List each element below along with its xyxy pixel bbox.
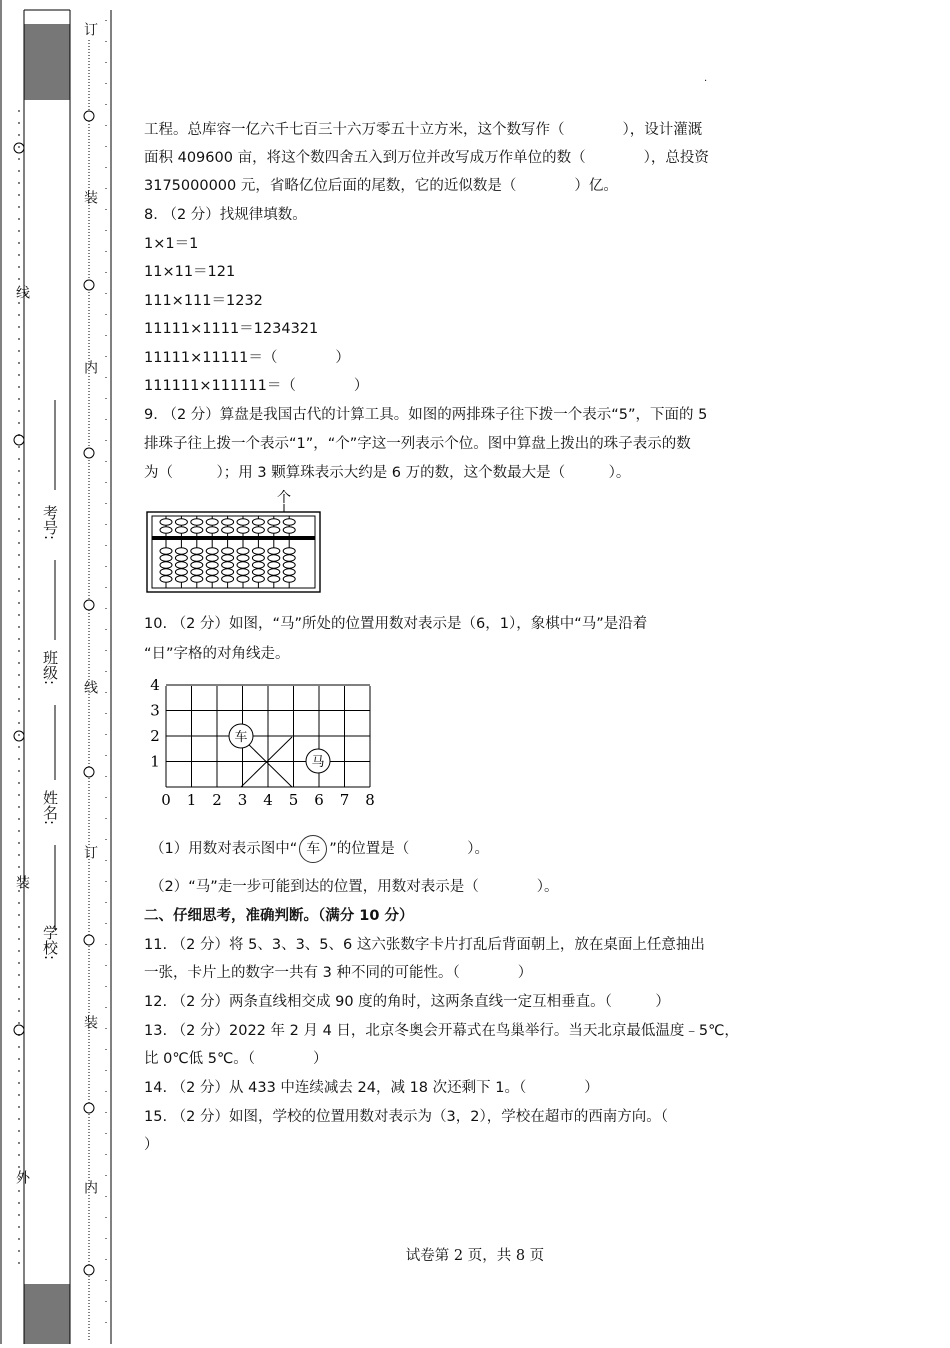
q9-line-3: 为（ ）；用 3 颗算珠表示大约是 6 万的数，这个数最大是（ ）。	[144, 465, 631, 481]
abacus-bead	[252, 555, 264, 561]
q12: 12. （2 分）两条直线相交成 90 度的角时，这两条直线一定互相垂直。（ ）	[144, 994, 670, 1010]
binding-mark: 装	[14, 875, 30, 889]
abacus-bead	[237, 519, 249, 525]
abacus-bead	[252, 569, 264, 575]
abacus-bead	[191, 548, 203, 554]
abacus-bead	[160, 555, 172, 561]
abacus-bead	[283, 548, 295, 554]
abacus-bead	[191, 555, 203, 561]
x-tick-label: 3	[237, 791, 248, 809]
binding-mark: 线	[14, 285, 30, 299]
q10-sub-2: （2）“马”走一步可能到达的位置，用数对表示是（ ）。	[150, 879, 559, 895]
abacus-bead	[237, 562, 249, 568]
abacus-bead	[160, 519, 172, 525]
q7-line-2: 面积 409600 亩，将这个数四舍五入到万位并改写成万作单位的数（ ），总投资	[144, 150, 709, 166]
x-tick-label: 6	[314, 791, 324, 809]
q10-sub-1-text-a: （1）用数对表示图中“	[150, 841, 298, 857]
school-label: 学校:	[41, 925, 59, 961]
che-piece-inline: 车	[299, 835, 327, 863]
abacus-bead	[160, 576, 172, 582]
q15-line-1: 15. （2 分）如图，学校的位置用数对表示为（3，2），学校在超市的西南方向。（	[144, 1109, 668, 1125]
abacus-bead	[160, 527, 172, 533]
q11-line-2: 一张，卡片上的数字一共有 3 种不同的可能性。（ ）	[144, 965, 533, 981]
abacus-bead	[175, 555, 187, 561]
abacus-bead	[191, 576, 203, 582]
x-tick-label: 2	[212, 791, 222, 809]
q8-eq-3: 111×111＝1232	[144, 293, 263, 309]
abacus-bead	[252, 576, 264, 582]
abacus-bead	[206, 569, 218, 575]
q8-eq-5: 11111×11111＝（ ）	[144, 350, 350, 366]
binding-mark: 内	[82, 1180, 98, 1194]
abacus-bead	[283, 555, 295, 561]
abacus-bead	[252, 548, 264, 554]
corner-dot: ·	[704, 76, 708, 87]
abacus-bead	[268, 555, 280, 561]
page-footer: 试卷第 2 页，共 8 页	[405, 1248, 545, 1264]
q10-sub-1-text-b: ”的位置是（ ）。	[329, 841, 490, 857]
abacus-bead	[268, 548, 280, 554]
abacus-bead	[175, 527, 187, 533]
abacus-bead	[222, 562, 234, 568]
abacus-bead	[222, 527, 234, 533]
abacus-bead	[175, 562, 187, 568]
q14: 14. （2 分）从 433 中连续减去 24，减 18 次还剩下 1。（ ）	[144, 1080, 599, 1096]
q8-eq-2: 11×11＝121	[144, 264, 236, 280]
abacus-bead	[268, 569, 280, 575]
abacus-bead	[175, 569, 187, 575]
abacus-bead	[283, 562, 295, 568]
ma-piece-label: 马	[311, 755, 325, 770]
abacus-bead	[222, 548, 234, 554]
y-tick-label: 4	[150, 676, 160, 694]
abacus-bead	[206, 527, 218, 533]
abacus-figure	[144, 488, 324, 596]
abacus-bead	[283, 519, 295, 525]
abacus-bead	[268, 576, 280, 582]
abacus-bead	[160, 569, 172, 575]
y-tick-label: 3	[150, 701, 160, 720]
chess-grid-figure	[144, 672, 384, 812]
binding-mark: 外	[14, 1170, 30, 1184]
binding-margin	[0, 0, 115, 1344]
abacus-bead	[268, 527, 280, 533]
x-tick-label: 8	[365, 791, 375, 809]
binding-mark: 内	[82, 360, 98, 374]
abacus-bead	[222, 555, 234, 561]
q15-line-2: ）	[144, 1137, 159, 1153]
binding-mark: 线	[82, 680, 98, 694]
abacus-bead	[191, 569, 203, 575]
section-2-heading: 二、仔细思考，准确判断。（满分 10 分）	[144, 908, 414, 924]
exam-number-label: 考号:	[41, 505, 59, 541]
abacus-bead	[222, 569, 234, 575]
abacus-bead	[237, 527, 249, 533]
abacus-bead	[206, 519, 218, 525]
class-label: 班级:	[41, 650, 59, 686]
abacus-bead	[268, 519, 280, 525]
q8-title: 8. （2 分）找规律填数。	[144, 207, 307, 223]
x-tick-label: 0	[161, 791, 171, 809]
ones-column-label: 个	[277, 490, 291, 506]
abacus-bead	[237, 555, 249, 561]
bottom-gray-block	[24, 1284, 70, 1344]
y-tick-label: 1	[150, 752, 160, 771]
binding-mark: 订	[82, 845, 98, 859]
binding-mark: 装	[82, 190, 98, 204]
abacus-bead	[160, 548, 172, 554]
top-gray-block	[24, 24, 70, 100]
q13-line-2: 比 0℃低 5℃。（ ）	[144, 1051, 328, 1067]
abacus-bead	[252, 519, 264, 525]
q10-line-2: “日”字格的对角线走。	[144, 646, 290, 662]
q7-line-1: 工程。总库容一亿六千七百三十六万零五十立方米，这个数写作（ ），设计灌溉	[144, 122, 703, 138]
abacus-bead	[283, 527, 295, 533]
abacus-bead	[222, 576, 234, 582]
q8-eq-6: 111111×111111＝（ ）	[144, 378, 369, 394]
abacus-bead	[268, 562, 280, 568]
abacus-bead	[175, 576, 187, 582]
abacus-bead	[237, 548, 249, 554]
abacus-bead	[252, 562, 264, 568]
abacus-bead	[206, 548, 218, 554]
binding-mark: 订	[82, 22, 98, 36]
abacus-bead	[206, 576, 218, 582]
q13-line-1: 13. （2 分）2022 年 2 月 4 日，北京冬奥会开幕式在鸟巢举行。当天北京最低温度﹣5℃，	[144, 1023, 739, 1039]
che-piece-label: 车	[234, 730, 248, 745]
q7-line-3: 3175000000 元，省略亿位后面的尾数，它的近似数是（ ）亿。	[144, 178, 618, 194]
abacus-bead	[191, 562, 203, 568]
q10-line-1: 10. （2 分）如图，“马”所处的位置用数对表示是（6，1），象棋中“马”是沿着	[144, 616, 648, 632]
q8-eq-1: 1×1＝1	[144, 236, 199, 252]
abacus-bead	[160, 562, 172, 568]
abacus-bead	[206, 555, 218, 561]
x-tick-label: 7	[339, 791, 350, 809]
q10-sub-1	[150, 835, 489, 863]
q11-line-1: 11. （2 分）将 5、3、3、5、6 这六张数字卡片打乱后背面朝上，放在桌面上任意抽出	[144, 937, 705, 953]
y-tick-label: 2	[150, 727, 160, 745]
name-label: 姓名:	[41, 790, 59, 826]
abacus-bead	[175, 519, 187, 525]
abacus-bead	[237, 576, 249, 582]
abacus-bead	[206, 562, 218, 568]
abacus-bead	[222, 519, 234, 525]
q8-eq-4: 11111×1111＝1234321	[144, 321, 319, 337]
binding-mark: 装	[82, 1015, 98, 1029]
abacus-bead	[283, 576, 295, 582]
abacus-bead	[283, 569, 295, 575]
x-tick-label: 5	[288, 791, 299, 809]
q9-line-2: 排珠子往上拨一个表示“1”，“个”字这一列表示个位。图中算盘上拨出的珠子表示的数	[144, 436, 691, 452]
abacus-bead	[237, 569, 249, 575]
x-tick-label: 1	[186, 791, 197, 809]
q9-line-1: 9. （2 分）算盘是我国古代的计算工具。如图的两排珠子往下拨一个表示“5”，下面的 5	[144, 407, 708, 423]
abacus-bead	[175, 548, 187, 554]
abacus-bead	[191, 519, 203, 525]
x-tick-label: 4	[263, 791, 273, 809]
abacus-bead	[191, 527, 203, 533]
abacus-bead	[252, 527, 264, 533]
